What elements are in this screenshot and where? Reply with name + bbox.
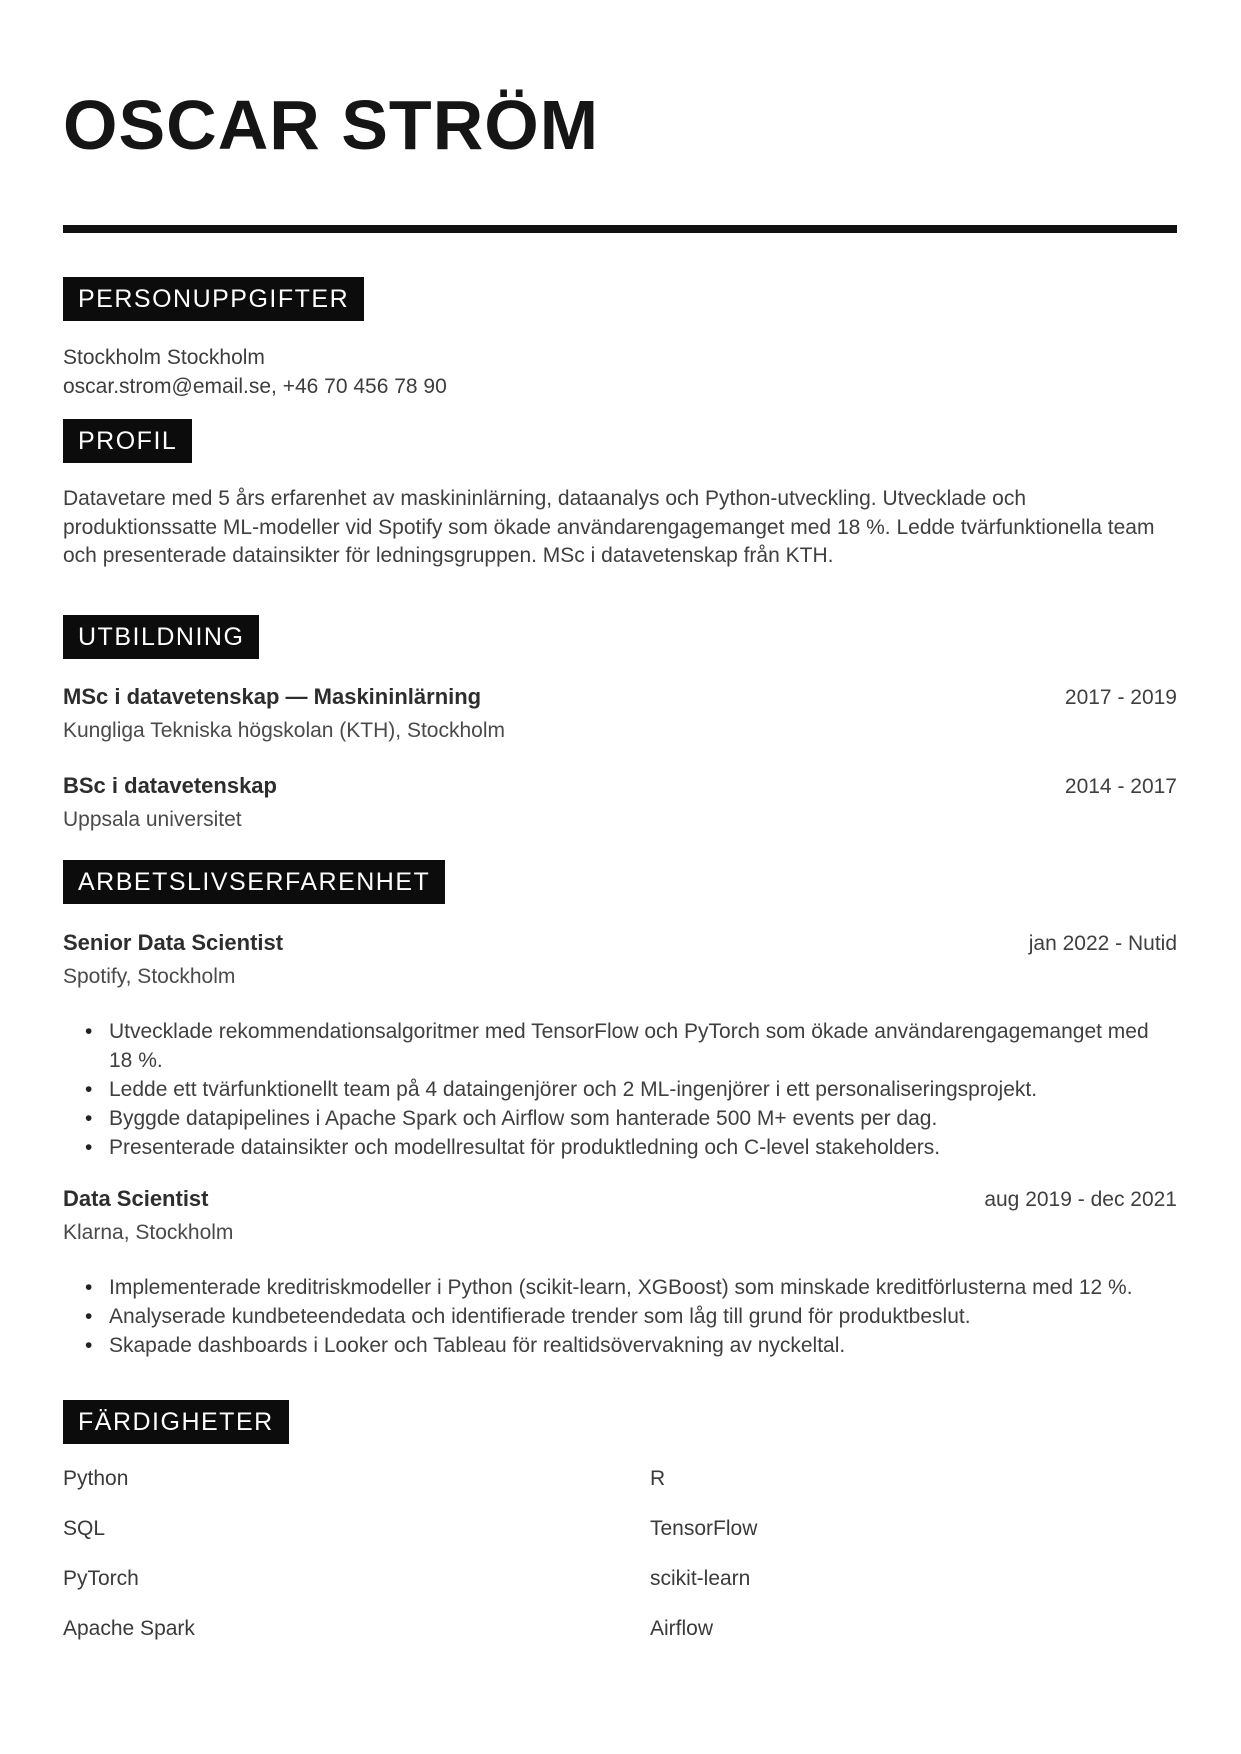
job-bullet-list	[83, 1273, 1177, 1360]
bullet-item: • Implementerade kreditriskmodeller i Python (scikit-learn, XGBoost) som minskade kreditförlusterna med 12 %.	[83, 1273, 1177, 1302]
section-heading-education: UTBILDNING	[63, 615, 259, 659]
skill-item: Apache Spark	[63, 1616, 195, 1640]
skill-item: R	[650, 1466, 666, 1490]
degree-school: Uppsala universitet	[63, 807, 242, 831]
skill-item: TensorFlow	[650, 1516, 758, 1540]
page-title: OSCAR STRÖM	[63, 86, 599, 164]
degree-school: Kungliga Tekniska högskolan (KTH), Stockholm	[63, 718, 505, 742]
section-profile	[63, 419, 1177, 571]
bullet-item: • Presenterade datainsikter och modellresultat för produktledning och C-level stakeholders.	[83, 1133, 1177, 1162]
degree-title: MSc i datavetenskap — Maskininlärning	[63, 683, 482, 709]
section-personal	[63, 277, 1177, 401]
header-divider	[63, 225, 1177, 233]
job-bullet-list	[83, 1017, 1177, 1162]
skill-item: scikit-learn	[650, 1566, 751, 1590]
skills-grid	[63, 1465, 1177, 1643]
degree-dates: 2017 - 2019	[1064, 685, 1177, 709]
section-skills	[63, 1400, 1177, 1643]
section-education	[63, 615, 1177, 834]
job-entry	[63, 928, 1177, 1162]
education-entry	[63, 771, 1177, 834]
profile-summary: Datavetare med 5 års erfarenhet av maskininlärning, dataanalys och Python-utveckling. Utvecklade och produktionssatte ML-modeller vid Spotify som ökade användarengagemanget med 18 %. Ledde tvärfunktionella team och presenterade datainsikter för ledningsgruppen. MSc i datavetenskap från KTH.	[63, 487, 1155, 567]
bullet-item: • Analyserade kundbeteendedata och identifierade trender som låg till grund för produktbeslut.	[83, 1302, 1177, 1331]
skill-item: Airflow	[650, 1616, 714, 1640]
job-entry-head	[63, 1184, 1177, 1214]
skill-item: SQL	[63, 1516, 106, 1540]
contact-email-phone: oscar.strom@email.se, +46 70 456 78 90	[63, 375, 447, 398]
education-entry-head	[63, 771, 1177, 801]
contact-location: Stockholm Stockholm	[63, 346, 265, 369]
degree-dates: 2014 - 2017	[1064, 774, 1177, 798]
section-heading-profile: PROFIL	[63, 419, 192, 463]
degree-title: BSc i datavetenskap	[63, 772, 277, 798]
education-entry	[63, 682, 1177, 745]
skill-item: Python	[63, 1466, 129, 1490]
section-heading-skills: FÄRDIGHETER	[63, 1400, 289, 1444]
skill-item: PyTorch	[63, 1566, 139, 1590]
bullet-item: • Byggde datapipelines i Apache Spark och Airflow som hanterade 500 M+ events per dag.	[83, 1104, 1177, 1133]
job-title: Senior Data Scientist	[63, 929, 284, 955]
contact-block	[63, 343, 1177, 401]
job-title: Data Scientist	[63, 1185, 209, 1211]
section-heading-experience: ARBETSLIVSERFARENHET	[63, 860, 445, 904]
job-company: Spotify, Stockholm	[63, 964, 236, 988]
bullet-item: • Utvecklade rekommendationsalgoritmer med TensorFlow och PyTorch som ökade användarengagemanget med 18 %.	[83, 1017, 1177, 1075]
bullet-item: • Skapade dashboards i Looker och Tableau för realtidsövervakning av nyckeltal.	[83, 1331, 1177, 1360]
section-heading-personal: PERSONUPPGIFTER	[63, 277, 364, 321]
section-experience	[63, 860, 1177, 1360]
bullet-item: • Ledde ett tvärfunktionellt team på 4 dataingenjörer och 2 ML-ingenjörer i ett personaliseringsprojekt.	[83, 1075, 1177, 1104]
job-entry-head	[63, 928, 1177, 958]
job-entry	[63, 1184, 1177, 1360]
education-entry-head	[63, 682, 1177, 712]
job-dates: aug 2019 - dec 2021	[984, 1187, 1177, 1211]
job-company: Klarna, Stockholm	[63, 1220, 234, 1244]
job-dates: jan 2022 - Nutid	[1028, 931, 1177, 955]
